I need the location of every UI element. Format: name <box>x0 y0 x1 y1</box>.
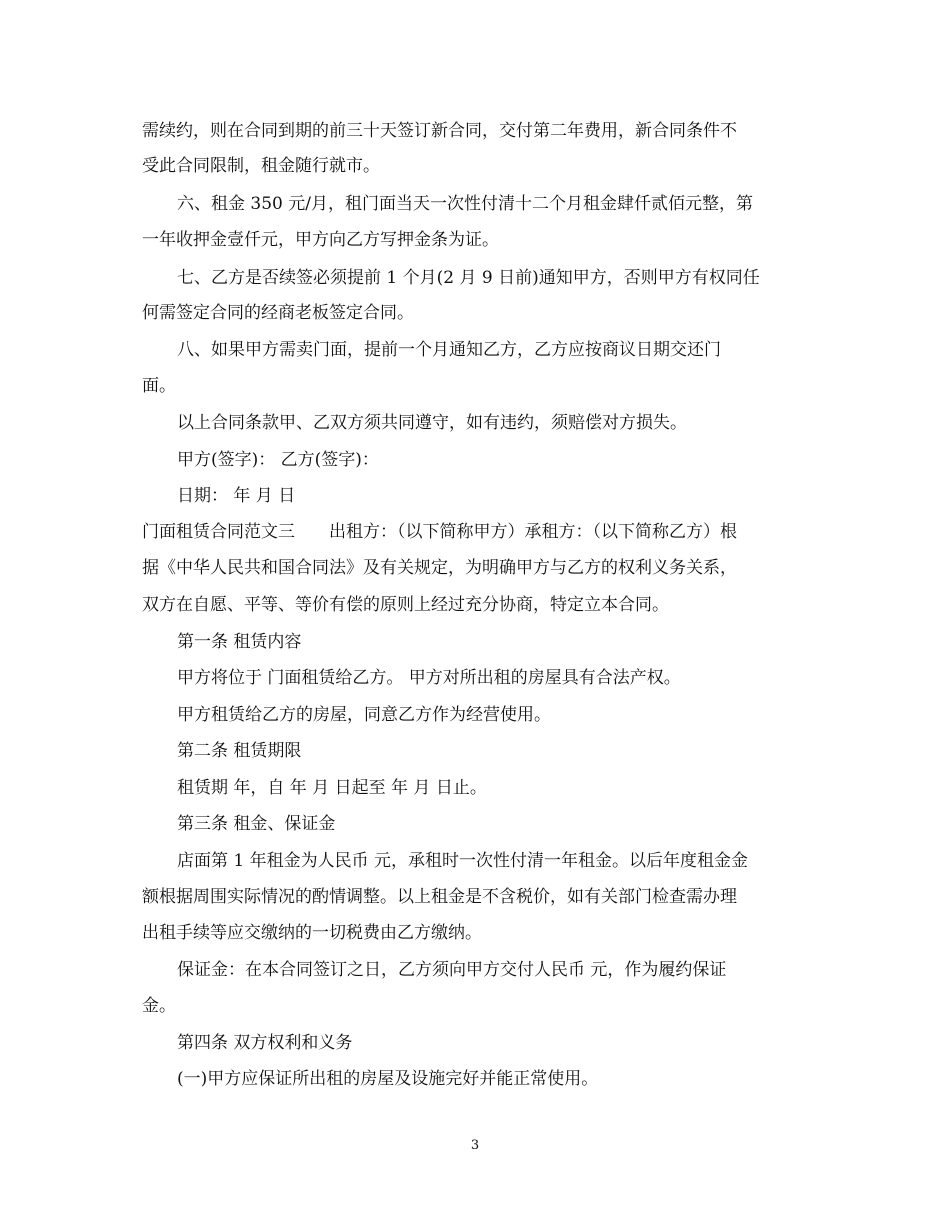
text-line: 额根据周围实际情况的酌情调整。以上租金是不含税价，如有关部门检查需办理 <box>142 887 737 907</box>
text-line: 金。 <box>142 996 176 1016</box>
text-line: 六、租金 350 元/月，租门面当天一次性付清十二个月租金肆仟贰佰元整，第 <box>177 194 753 214</box>
text-line: 保证金：在本合同签订之日，乙方须向甲方交付人民币 元，作为履约保证 <box>177 960 727 980</box>
text-line: 双方在自愿、平等、等价有偿的原则上经过充分协商，特定立本合同。 <box>142 595 669 615</box>
text-line: 以上合同条款甲、乙双方须共同遵守，如有违约，须赔偿对方损失。 <box>177 413 687 433</box>
section-heading: 第二条 租赁期限 <box>177 741 302 761</box>
text-line: 出租手续等应交缴纳的一切税费由乙方缴纳。 <box>142 923 482 943</box>
section-heading: 第一条 租赁内容 <box>177 632 302 652</box>
text-line: 甲方租赁给乙方的房屋，同意乙方作为经营使用。 <box>177 705 551 725</box>
text-line: 门面租赁合同范文三 出租方：（以下简称甲方）承租方：（以下简称乙方）根 <box>142 522 737 542</box>
signature-line: 甲方(签字)： 乙方(签字)： <box>177 450 379 470</box>
text-line: 店面第 1 年租金为人民币 元，承租时一次性付清一年租金。以后年度租金金 <box>177 851 749 871</box>
page-number: 3 <box>470 1138 480 1153</box>
text-line: 面。 <box>142 376 176 396</box>
date-line: 日期： 年 月 日 <box>177 486 296 506</box>
text-line: (一)甲方应保证所出租的房屋及设施完好并能正常使用。 <box>177 1069 599 1089</box>
text-line: 据《中华人民共和国合同法》及有关规定，为明确甲方与乙方的权利义务关系， <box>142 558 737 578</box>
text-line: 需续约，则在合同到期的前三十天签订新合同，交付第二年费用，新合同条件不 <box>142 121 737 141</box>
text-line: 一年收押金壹仟元，甲方向乙方写押金条为证。 <box>142 230 499 250</box>
text-line: 八、如果甲方需卖门面，提前一个月通知乙方，乙方应按商议日期交还门 <box>177 340 721 360</box>
section-heading: 第四条 双方权利和义务 <box>177 1033 353 1053</box>
text-line: 租赁期 年，自 年 月 日起至 年 月 日止。 <box>177 778 487 798</box>
text-line: 受此合同限制，租金随行就市。 <box>142 156 380 176</box>
text-line: 甲方将位于 门面租赁给乙方。 甲方对所出租的房屋具有合法产权。 <box>177 668 681 688</box>
text-line: 何需签定合同的经商老板签定合同。 <box>142 303 414 323</box>
section-heading: 第三条 租金、保证金 <box>177 814 336 834</box>
text-line: 七、乙方是否续签必须提前 1 个月(2 月 9 日前)通知甲方，否则甲方有权同任 <box>177 268 760 288</box>
